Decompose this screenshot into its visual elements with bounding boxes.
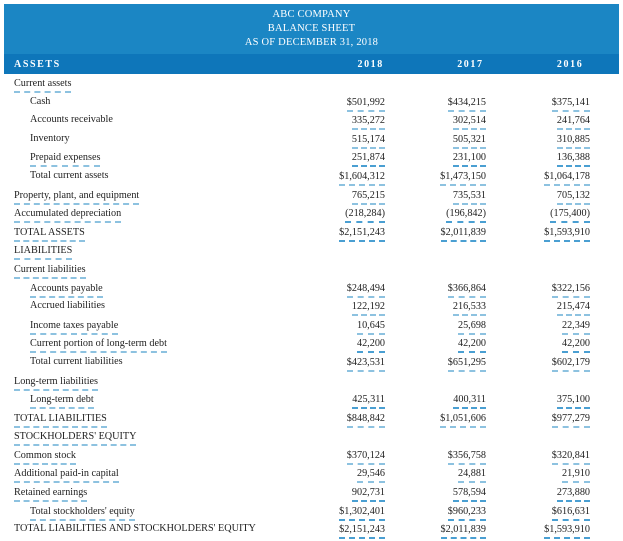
cell-2017: 216,533	[453, 300, 486, 316]
table-row	[4, 520, 619, 539]
row-label: Property, plant, and equipment	[14, 189, 139, 205]
table-row	[4, 204, 619, 223]
cell-2016: (175,400)	[550, 207, 590, 223]
cell-2016: 136,388	[557, 151, 590, 167]
row-label: Long-term debt	[30, 393, 94, 409]
cell-2017: $651,295	[448, 356, 486, 372]
row-label: Accounts payable	[30, 282, 103, 298]
cell-2017: 231,100	[453, 151, 486, 167]
cell-2016: 310,885	[557, 133, 590, 149]
cell-2018: $1,604,312	[339, 170, 385, 186]
cell-2016: 375,100	[557, 393, 590, 409]
cell-2018: $1,302,401	[339, 505, 385, 521]
row-label: TOTAL ASSETS	[14, 226, 85, 242]
table-row	[4, 297, 619, 316]
table-row	[4, 316, 619, 335]
cell-2018: $2,151,243	[339, 226, 385, 242]
table-row	[4, 464, 619, 483]
row-label: Current liabilities	[14, 263, 86, 279]
table-row	[4, 334, 619, 353]
cell-2017: $1,473,150	[440, 170, 486, 186]
cell-2017: $960,233	[448, 505, 486, 521]
table-row	[4, 74, 619, 93]
statement-date: AS OF DECEMBER 31, 2018	[244, 37, 379, 48]
cell-2017: $366,864	[448, 282, 486, 298]
table-row	[4, 111, 619, 130]
cell-2018: 10,645	[357, 319, 385, 335]
row-label: Long-term liabilities	[14, 375, 98, 391]
cell-2017: 42,200	[458, 337, 486, 353]
balance-sheet	[4, 4, 619, 539]
cell-2018: 765,215	[352, 189, 385, 205]
cell-2017: 302,514	[453, 114, 486, 130]
cell-2016: 215,474	[557, 300, 590, 316]
line-items	[4, 74, 619, 539]
cell-2018: (218,284)	[345, 207, 385, 223]
cell-2017: 735,531	[453, 189, 486, 205]
cell-2018: 515,174	[352, 133, 385, 149]
cell-2017: 25,698	[458, 319, 486, 335]
cell-2016: $320,841	[552, 449, 590, 465]
row-label: Prepaid expenses	[30, 151, 100, 167]
table-row	[4, 279, 619, 298]
cell-2018: 122,192	[352, 300, 385, 316]
cell-2018: 42,200	[357, 337, 385, 353]
table-row	[4, 409, 619, 428]
cell-2018: 335,272	[352, 114, 385, 130]
cell-2018: 425,311	[352, 393, 385, 409]
row-label: Accrued liabilities	[30, 300, 105, 312]
cell-2017: $356,758	[448, 449, 486, 465]
row-label: Accumulated depreciation	[14, 207, 121, 223]
cell-2016: $1,064,178	[544, 170, 590, 186]
assets-heading: ASSETS	[14, 58, 61, 70]
statement-title: BALANCE SHEET	[267, 23, 356, 34]
table-row	[4, 372, 619, 391]
cell-2016: 273,880	[557, 486, 590, 502]
table-row	[4, 427, 619, 446]
cell-2018: $2,151,243	[339, 523, 385, 539]
table-row	[4, 353, 619, 372]
cell-2017: 24,881	[458, 467, 486, 483]
row-label: Current portion of long-term debt	[30, 337, 167, 353]
row-label: Inventory	[30, 132, 70, 144]
table-row	[4, 390, 619, 409]
table-row	[4, 502, 619, 521]
table-row	[4, 223, 619, 242]
cell-2017: (196,842)	[446, 207, 486, 223]
table-row	[4, 241, 619, 260]
year-2018-heading: 2018	[357, 58, 384, 70]
table-row	[4, 93, 619, 112]
row-label: STOCKHOLDERS' EQUITY	[14, 430, 136, 446]
cell-2018: 29,546	[357, 467, 385, 483]
column-header	[4, 54, 619, 74]
cell-2016: 241,764	[557, 114, 590, 130]
cell-2017: 400,311	[453, 393, 486, 409]
cell-2018: 902,731	[352, 486, 385, 502]
table-row	[4, 483, 619, 502]
cell-2017: 505,321	[453, 133, 486, 149]
cell-2016: 42,200	[562, 337, 590, 353]
table-row	[4, 446, 619, 465]
cell-2016: $322,156	[552, 282, 590, 298]
row-label: Total stockholders' equity	[30, 505, 135, 521]
row-label: TOTAL LIABILITIES AND STOCKHOLDERS' EQUITY	[14, 523, 256, 535]
table-row	[4, 148, 619, 167]
cell-2017: $2,011,839	[441, 523, 486, 539]
cell-2016: $1,593,910	[544, 523, 590, 539]
row-label: Total current liabilities	[30, 355, 123, 367]
table-row	[4, 260, 619, 279]
cell-2018: $370,124	[347, 449, 385, 465]
table-row	[4, 186, 619, 205]
table-row	[4, 167, 619, 186]
cell-2018: 251,874	[352, 151, 385, 167]
cell-2016: $1,593,910	[544, 226, 590, 242]
cell-2016: $977,279	[552, 412, 590, 428]
row-label: Current assets	[14, 77, 71, 93]
row-label: Additional paid-in capital	[14, 467, 119, 483]
row-label: Common stock	[14, 449, 76, 465]
cell-2016: $616,631	[552, 505, 590, 521]
title-band	[4, 4, 619, 54]
cell-2016: 22,349	[562, 319, 590, 335]
row-label: LIABILITIES	[14, 244, 72, 260]
cell-2018: $501,992	[347, 96, 385, 112]
cell-2016: $375,141	[552, 96, 590, 112]
cell-2018: $248,494	[347, 282, 385, 298]
row-label: Cash	[30, 95, 51, 107]
row-label: Accounts receivable	[30, 114, 113, 126]
cell-2017: 578,594	[453, 486, 486, 502]
cell-2017: $434,215	[448, 96, 486, 112]
cell-2016: $602,179	[552, 356, 590, 372]
cell-2018: $423,531	[347, 356, 385, 372]
cell-2018: $848,842	[347, 412, 385, 428]
row-label: TOTAL LIABILITIES	[14, 412, 107, 428]
row-label: Total current assets	[30, 169, 109, 181]
company-name: ABC COMPANY	[272, 9, 351, 20]
table-row	[4, 130, 619, 149]
year-2016-heading: 2016	[556, 58, 584, 70]
year-2017-heading: 2017	[457, 58, 484, 70]
cell-2016: 705,132	[557, 189, 590, 205]
row-label: Retained earnings	[14, 486, 87, 502]
cell-2017: $1,051,606	[440, 412, 486, 428]
cell-2017: $2,011,839	[441, 226, 486, 242]
cell-2016: 21,910	[562, 467, 590, 483]
row-label: Income taxes payable	[30, 319, 118, 335]
